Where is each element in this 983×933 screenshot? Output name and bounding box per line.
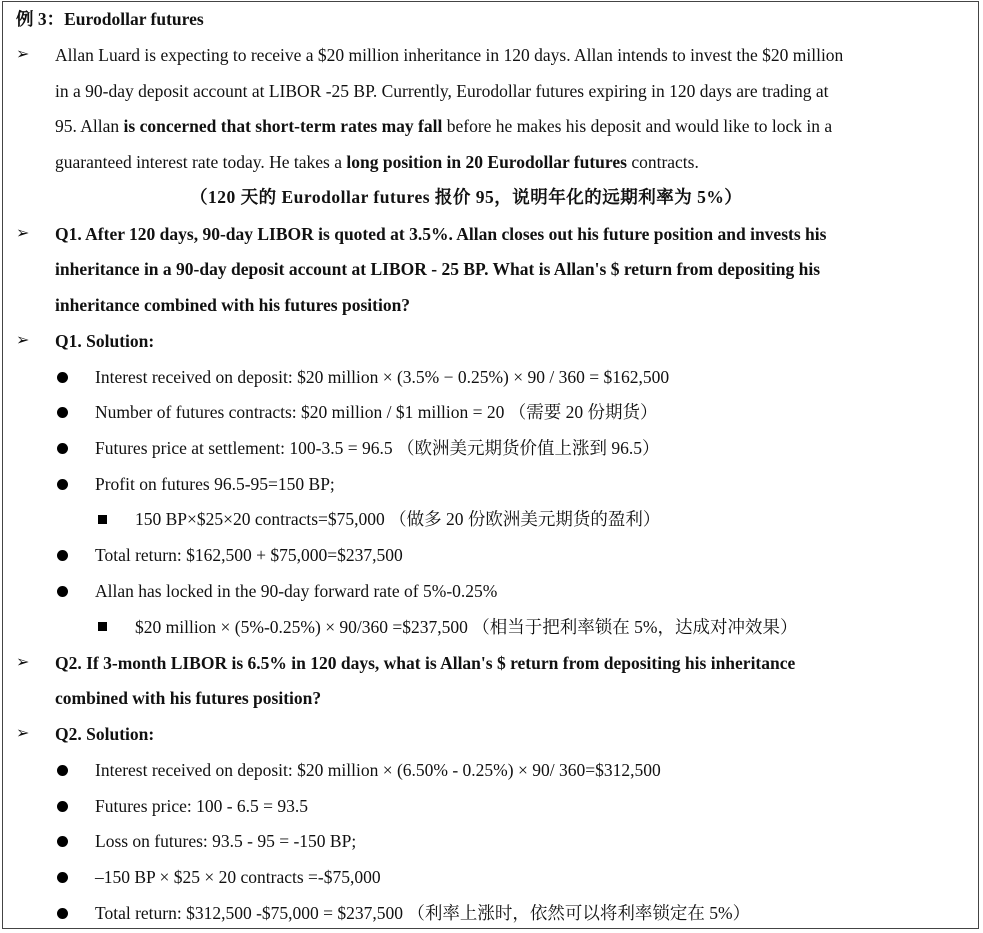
q2-solution-item: Interest received on deposit: $20 million × (6.50% - 0.25%) × 90/ 360=$312,500 — [95, 760, 661, 780]
q1-solution-item: Total return: $162,500 + $75,000=$237,500 — [95, 545, 403, 565]
intro-text: 95. Allan — [55, 116, 124, 136]
bullet-dot-icon — [57, 443, 68, 454]
q2-question-line-1: Q2. If 3-month LIBOR is 6.5% in 120 days, what is Allan's $ return from depositing his inheritance — [55, 653, 796, 673]
q2-question-line-2: combined with his futures position? — [55, 688, 322, 708]
intro-line-2: in a 90-day deposit account at LIBOR -25 BP. Currently, Eurodollar futures expiring in 120 days are trading at — [55, 81, 829, 101]
q1-solution-label: Q1. Solution: — [55, 331, 155, 351]
bullet-dot-icon — [57, 908, 68, 919]
intro-emphasis: is concerned that short-term rates may fall — [123, 116, 443, 136]
bullet-dot-icon — [57, 836, 68, 847]
q1-question-line-1: Q1. After 120 days, 90-day LIBOR is quoted at 3.5%. Allan closes out his future position and invests his — [55, 224, 827, 244]
q1-solution-subitem: $20 million × (5%-0.25%) × 90/360 =$237,500 （相当于把利率锁在 5%，达成对冲效果） — [135, 617, 798, 637]
arrow-bullet-icon: ➢ — [16, 225, 30, 242]
q2-solution-item: –150 BP × $25 × 20 contracts =-$75,000 — [95, 867, 381, 887]
q2-solution-item: Loss on futures: 93.5 - 95 = -150 BP; — [95, 831, 357, 851]
intro-line-3 — [55, 115, 832, 137]
arrow-bullet-icon: ➢ — [16, 332, 30, 349]
bullet-dot-icon — [57, 872, 68, 883]
q1-solution-subitem: 150 BP×$25×20 contracts=$75,000 （做多 20 份欧洲美元期货的盈利） — [135, 509, 661, 529]
bullet-dot-icon — [57, 550, 68, 561]
q1-question-line-3: inheritance combined with his futures position? — [55, 295, 411, 315]
intro-text: contracts. — [626, 152, 699, 172]
q1-solution-item: Interest received on deposit: $20 million × (3.5% − 0.25%) × 90 / 360 = $162,500 — [95, 367, 670, 387]
q1-solution-item: Profit on futures 96.5-95=150 BP; — [95, 474, 335, 494]
q1-solution-item: Allan has locked in the 90-day forward rate of 5%-0.25% — [95, 581, 498, 601]
q2-solution-item: Total return: $312,500 -$75,000 = $237,500 （利率上涨时，依然可以将利率锁定在 5%） — [95, 903, 751, 923]
bullet-dot-icon — [57, 407, 68, 418]
intro-text: before he makes his deposit and would like to lock in a — [442, 116, 833, 136]
arrow-bullet-icon: ➢ — [16, 725, 30, 742]
intro-text: guaranteed interest rate today. He takes a — [55, 152, 347, 172]
square-bullet-icon — [98, 515, 107, 524]
q2-solution-label: Q2. Solution: — [55, 724, 155, 744]
intro-note: （120 天的 Eurodollar futures 报价 95，说明年化的远期利率为 5%） — [190, 187, 743, 207]
arrow-bullet-icon: ➢ — [16, 46, 30, 63]
bullet-dot-icon — [57, 479, 68, 490]
bullet-dot-icon — [57, 765, 68, 776]
bullet-dot-icon — [57, 586, 68, 597]
square-bullet-icon — [98, 622, 107, 631]
q1-solution-item: Number of futures contracts: $20 million / $1 million = 20 （需要 20 份期货） — [95, 402, 658, 422]
bullet-dot-icon — [57, 372, 68, 383]
q1-question-line-2: inheritance in a 90-day deposit account at LIBOR - 25 BP. What is Allan's $ return from depositing his — [55, 259, 821, 279]
example-title: 例 3：Eurodollar futures — [16, 9, 204, 29]
q1-solution-item: Futures price at settlement: 100-3.5 = 96.5 （欧洲美元期货价值上涨到 96.5） — [95, 438, 660, 458]
bullet-dot-icon — [57, 801, 68, 812]
arrow-bullet-icon: ➢ — [16, 654, 30, 671]
document-frame — [2, 1, 979, 929]
intro-line-1: Allan Luard is expecting to receive a $20 million inheritance in 120 days. Allan intends to invest the $20 million — [55, 45, 844, 65]
q2-solution-item: Futures price: 100 - 6.5 = 93.5 — [95, 796, 309, 816]
intro-line-4 — [55, 151, 699, 173]
intro-emphasis: long position in 20 Eurodollar futures — [346, 152, 627, 172]
